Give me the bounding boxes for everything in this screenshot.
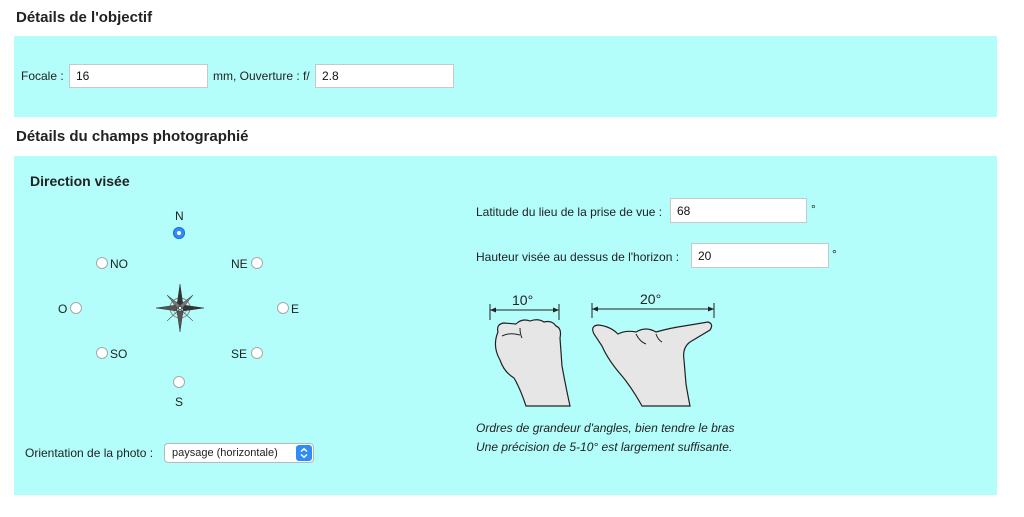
- caption-line-2: Une précision de 5-10° est largement suffisante.: [476, 440, 733, 454]
- latitude-label: Latitude du lieu de la prise de vue :: [476, 205, 663, 219]
- height-input[interactable]: [691, 243, 829, 268]
- direction-radio-so[interactable]: [96, 347, 108, 359]
- hand-angle-illustration: [486, 288, 720, 412]
- direction-radio-n[interactable]: [173, 227, 185, 239]
- direction-radio-o[interactable]: [70, 302, 82, 314]
- direction-label-so: SO: [110, 347, 128, 361]
- direction-label-se: SE: [231, 347, 248, 361]
- direction-radio-s[interactable]: [173, 376, 185, 388]
- height-unit: °: [832, 247, 837, 261]
- hand-large-angle-text: 20°: [640, 291, 662, 307]
- updown-chevron-icon: [296, 445, 312, 461]
- direction-heading: Direction visée: [30, 173, 130, 189]
- field-section-title: Détails du champs photographié: [16, 128, 249, 145]
- direction-radio-se[interactable]: [251, 347, 263, 359]
- aperture-input[interactable]: [315, 64, 454, 88]
- orientation-label: Orientation de la photo :: [25, 446, 154, 460]
- height-label: Hauteur visée au dessus de l'horizon :: [476, 250, 680, 264]
- direction-radio-no[interactable]: [96, 257, 108, 269]
- direction-label-o: O: [58, 302, 68, 316]
- latitude-input[interactable]: [670, 198, 807, 223]
- focal-label: Focale :: [21, 69, 64, 83]
- direction-label-s: S: [175, 395, 184, 409]
- direction-label-n: N: [175, 209, 184, 223]
- orientation-select[interactable]: [164, 443, 314, 463]
- lens-section-title: Détails de l'objectif: [16, 9, 153, 26]
- direction-label-ne: NE: [231, 257, 248, 271]
- aperture-label: mm, Ouverture : f/: [213, 69, 310, 83]
- direction-label-e: E: [291, 302, 300, 316]
- focal-input[interactable]: [69, 64, 208, 88]
- hand-small-angle-text: 10°: [512, 292, 534, 308]
- caption-line-1: Ordres de grandeur d'angles, bien tendre le bras: [476, 421, 735, 435]
- orientation-select-value: paysage (horizontale): [172, 447, 278, 459]
- direction-label-no: NO: [110, 257, 128, 271]
- compass-rose-icon: [155, 283, 205, 333]
- latitude-unit: °: [811, 202, 816, 216]
- direction-radio-ne[interactable]: [251, 257, 263, 269]
- direction-radio-e[interactable]: [277, 302, 289, 314]
